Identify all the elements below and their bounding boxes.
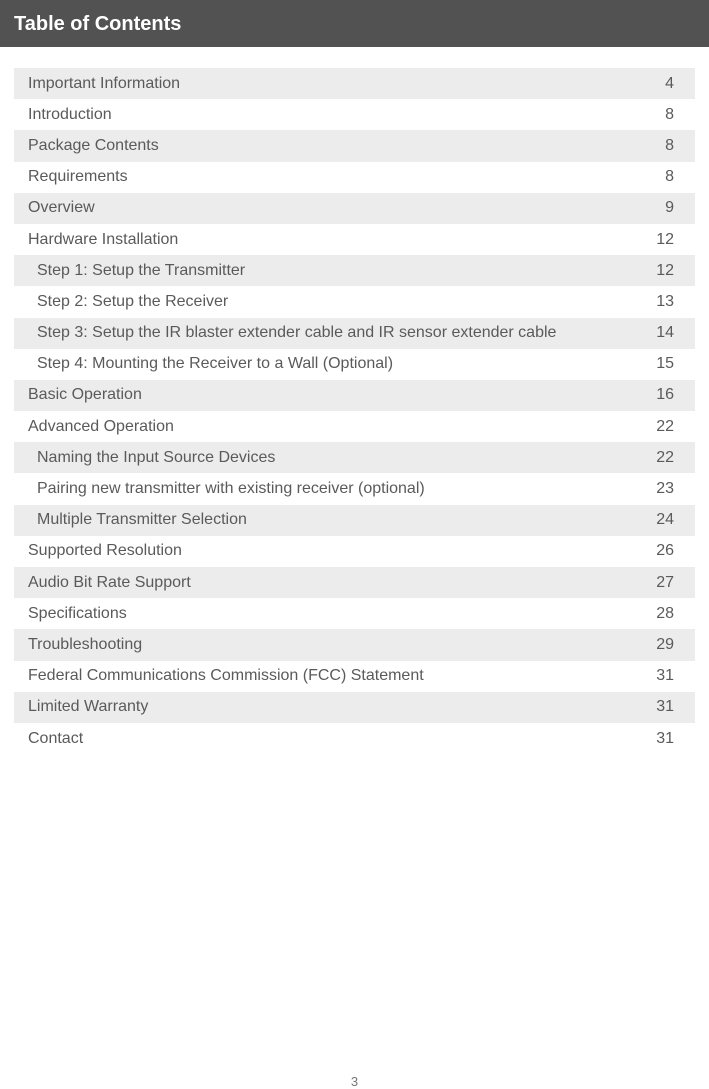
toc-entry[interactable]: [14, 224, 695, 255]
toc-entry-title: Important Information: [28, 74, 181, 92]
toc-entry-page: 8: [665, 105, 674, 123]
page-title: Table of Contents: [14, 13, 182, 35]
toc-entry-title: Step 1: Setup the Transmitter: [37, 261, 246, 279]
page-number: 3: [350, 1074, 359, 1089]
toc-entry-page: 12: [656, 261, 674, 279]
toc-entry[interactable]: [14, 723, 695, 754]
toc-entry-page: 26: [656, 542, 674, 560]
toc-entry-title: Package Contents: [28, 136, 159, 154]
toc-entry[interactable]: [14, 411, 695, 442]
toc-entry-page: 31: [656, 729, 674, 747]
toc-entry-title: Advanced Operation: [28, 417, 174, 435]
toc-entry[interactable]: [14, 505, 695, 536]
toc-entry-title: Federal Communications Commission (FCC) Statement: [28, 667, 424, 685]
toc-entry[interactable]: [14, 567, 695, 598]
toc-entry[interactable]: [14, 598, 695, 629]
toc-entry-page: 29: [656, 635, 674, 653]
toc-entry-title: Multiple Transmitter Selection: [37, 511, 247, 529]
toc-entry[interactable]: [14, 692, 695, 723]
toc-entry-title: Step 4: Mounting the Receiver to a Wall (Optional): [37, 355, 394, 373]
toc-entry[interactable]: [14, 162, 695, 193]
toc-entry-page: 14: [656, 324, 674, 342]
toc-entry-page: 22: [656, 417, 674, 435]
toc-entry-page: 27: [656, 573, 674, 591]
toc-entry-title: Step 3: Setup the IR blaster extender cable and IR sensor extender cable: [37, 324, 557, 342]
toc-entry[interactable]: [14, 318, 695, 349]
toc-entry[interactable]: [14, 286, 695, 317]
toc-entry-page: 4: [665, 74, 674, 92]
toc-entry[interactable]: [14, 99, 695, 130]
toc-entry-title: Introduction: [28, 105, 112, 123]
toc-entry-page: 31: [656, 698, 674, 716]
toc-entry[interactable]: [14, 661, 695, 692]
toc-entry-title: Supported Resolution: [28, 542, 182, 560]
toc-entry-title: Requirements: [28, 168, 128, 186]
toc-entry-title: Step 2: Setup the Receiver: [37, 292, 229, 310]
toc-entry-page: 13: [656, 292, 674, 310]
toc-entry-page: 28: [656, 604, 674, 622]
toc-entry[interactable]: [14, 349, 695, 380]
toc-entry[interactable]: [14, 380, 695, 411]
toc-entry[interactable]: [14, 473, 695, 504]
toc-entry-title: Hardware Installation: [28, 230, 179, 248]
toc-entry-title: Basic Operation: [28, 386, 142, 404]
toc-entry-page: 9: [665, 199, 674, 217]
toc-entry[interactable]: [14, 68, 695, 99]
toc-entry-page: 12: [656, 230, 674, 248]
toc-entry-page: 23: [656, 480, 674, 498]
toc-entry-page: 8: [665, 136, 674, 154]
toc-entry-page: 24: [656, 511, 674, 529]
toc-entry-title: Audio Bit Rate Support: [28, 573, 191, 591]
toc-entry-title: Naming the Input Source Devices: [37, 448, 276, 466]
toc-entry-title: Troubleshooting: [28, 635, 143, 653]
toc-entry-page: 8: [665, 168, 674, 186]
toc-entry-page: 22: [656, 448, 674, 466]
header-bar: [0, 0, 709, 47]
toc-entry[interactable]: [14, 536, 695, 567]
table-of-contents: [14, 68, 695, 754]
toc-entry-page: 16: [656, 386, 674, 404]
toc-entry[interactable]: [14, 442, 695, 473]
toc-entry[interactable]: [14, 255, 695, 286]
toc-entry[interactable]: [14, 629, 695, 660]
toc-entry-title: Specifications: [28, 604, 127, 622]
toc-entry[interactable]: [14, 130, 695, 161]
toc-entry-title: Pairing new transmitter with existing receiver (optional): [37, 480, 425, 498]
toc-entry-page: 31: [656, 667, 674, 685]
toc-entry-title: Limited Warranty: [28, 698, 149, 716]
toc-entry[interactable]: [14, 193, 695, 224]
toc-entry-title: Contact: [28, 729, 84, 747]
toc-entry-page: 15: [656, 355, 674, 373]
toc-entry-title: Overview: [28, 199, 95, 217]
